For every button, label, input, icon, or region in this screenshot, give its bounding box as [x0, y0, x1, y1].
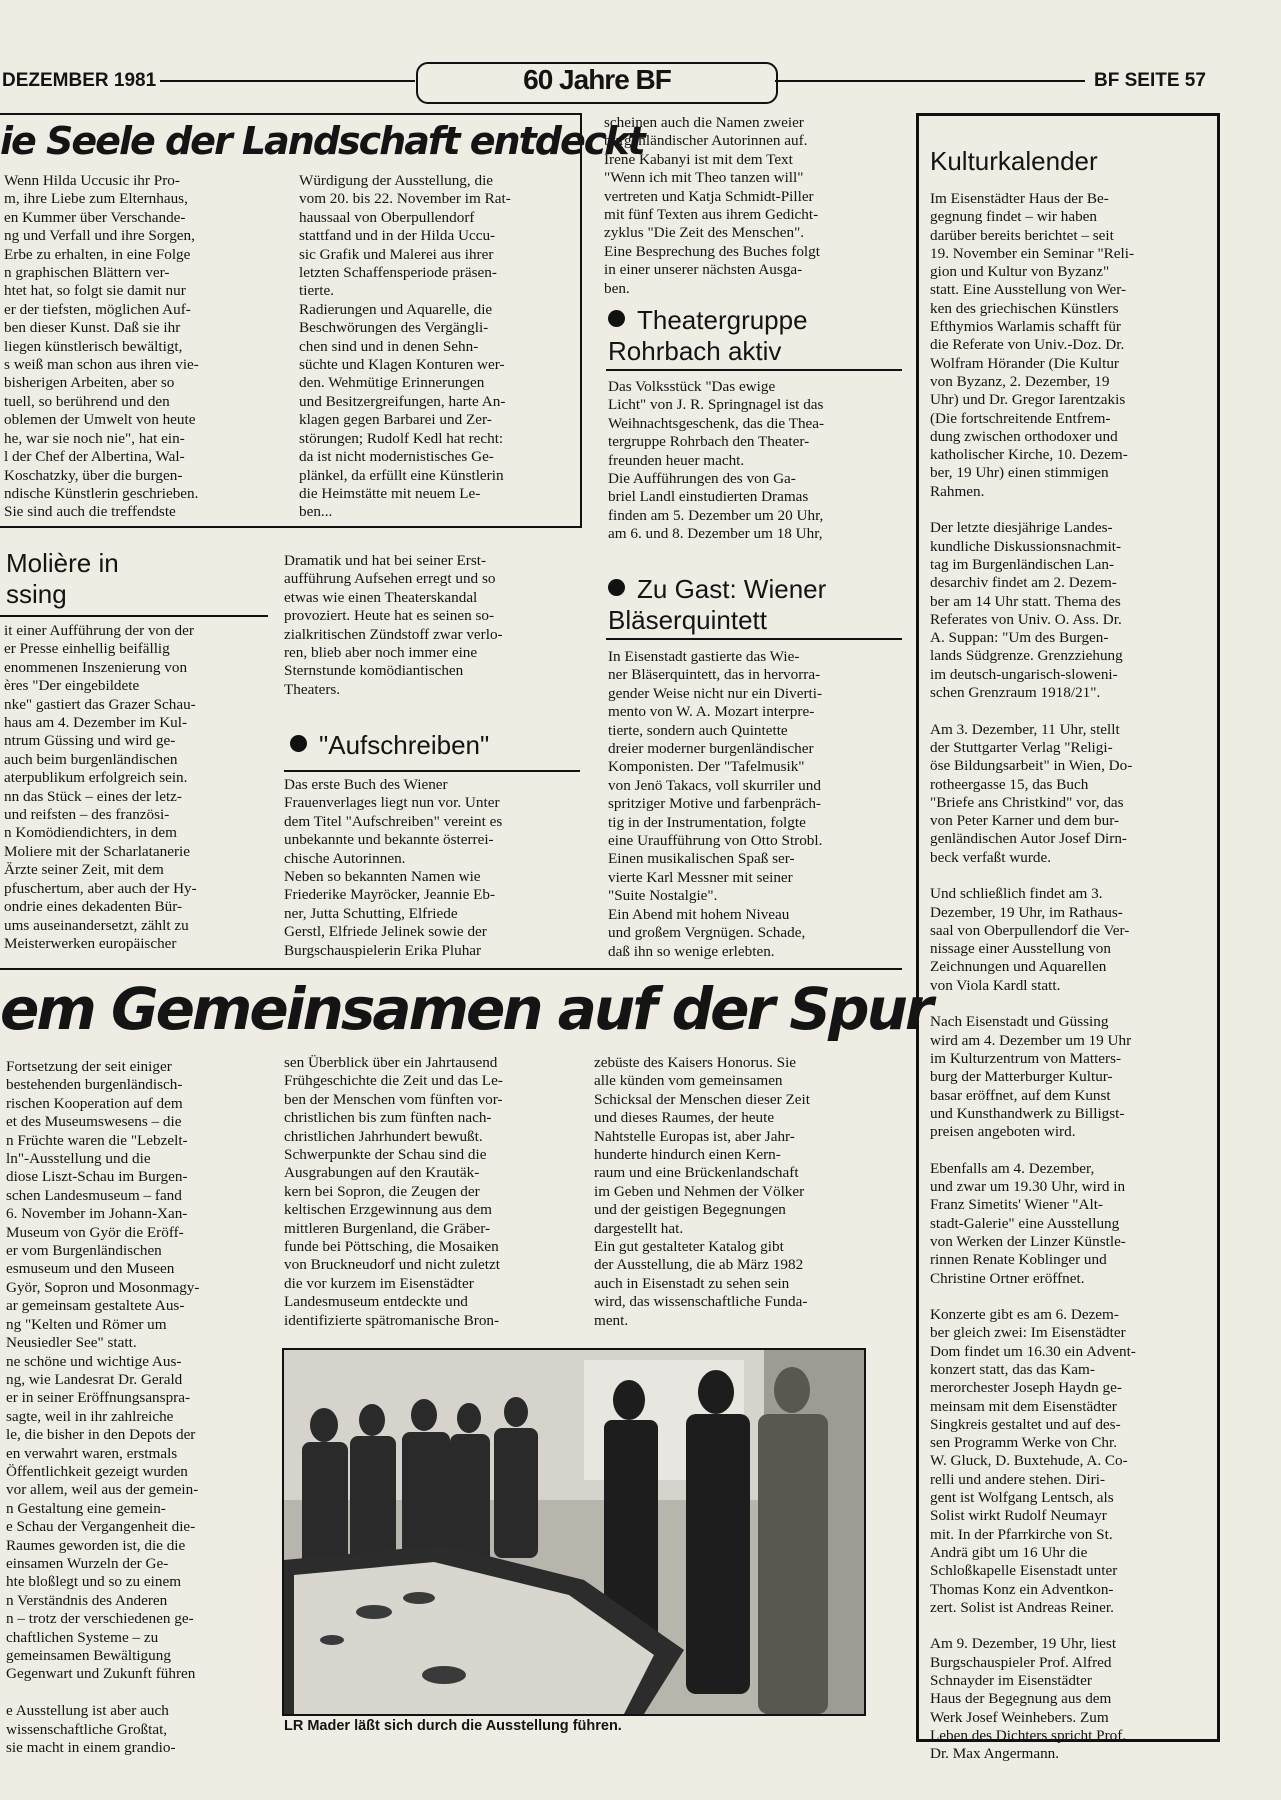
photo-caption: LR Mader läßt sich durch die Ausstellung führen. [284, 1718, 622, 1734]
theater-body: Das Volksstück "Das ewige Licht" von J. R. Springnagel ist das Weihnachtsgeschenk, das die Thea- tergruppe Rohrbach den Theater- freunden heuer macht. Die Aufführungen des von Ga- briel Landl einstudierten Dramas finden am 5. Dezember um 20 Uhr, am 6. und 8. Dezember um 18 Uhr, [608, 378, 825, 543]
quintett-headline [608, 574, 908, 636]
bullet-icon [608, 579, 625, 596]
issue-date: DEZEMBER 1981 [2, 70, 157, 91]
aufschreiben-body: Das erste Buch des Wiener Frauenverlages liegt nun vor. Unter dem Titel "Aufschreiben" vereint es unbekannte und bekannte österrei- chische Autorinnen. Neben so bekannten Namen wie Friederike Mayröcker, Jeannie Eb- ner, Jutta Schutting, Elfriede Gerstl, Elfriede Jelinek sowie der Burgschauspielerin Erika Pluhar [284, 776, 503, 959]
moliere-headline: Molière in ssing [6, 548, 119, 609]
bullet-icon [608, 310, 625, 327]
photo-image [284, 1350, 864, 1714]
moliere-col1: it einer Aufführung der von der er Presse einhellig beifällig enommenen Inszenierung von ères "Der eingebildete nke" gastiert das Grazer Schau- haus am 4. Dezember im Kul- ntrum Güssing und wird ge- auch beim burgenländischen aterpublikum erfolgreich sein. nn das Stück – eines der letz- und reifsten – des französi- n Komödiendichters, in dem Moliere mit der Scharlatanerie Ärzte seiner Zeit, mit dem pfuschertum, aber auch der Hy- ondrie eines dekadenten Bür- ums auseinandersetzt, zählt zu Meisterwerken europäischer [4, 622, 197, 952]
gemeinsam-col2: sen Überblick über ein Jahrtausend Frühgeschichte die Zeit und das Le- ben der Menschen vom fünften vor- christlichen bis zum fünften nach- christlichen Jahrhundert bewußt. Schwerpunkte der Schau sind die Ausgrabungen auf den Krautäk- kern bei Sopron, die Zeugen der keltischen Erzgewinnung aus dem mittleren Burgenland, die Gräber- funde bei Pöttsching, die Mosaiken von Bruckneudorf und nicht zuletzt die vor kurzem im Eisenstädter Landesmuseum entdeckte und identifizierte spätromanische Bron- [284, 1054, 503, 1329]
theater-headline [608, 305, 908, 367]
aufschreiben-headline [290, 730, 580, 761]
article-seele-col2: Würdigung der Ausstellung, die vom 20. bis 22. November im Rat- haussaal von Oberpullendorf stattfand und in der Hilda Uccu- sic Grafik und Malerei aus ihrer letzten Schaffensperiode präsen- tierte. Radierungen und Aquarelle, die Beschwörungen des Vergängli- chen sind und in denen Sehn- süchte und Klagen Konturen wer- den. Wehmütige Erinnerungen und Besitzergreifungen, harte An- klagen gegen Barbarei und Zer- störungen; Rudolf Kedl hat recht: da ist nicht modernistisches Ge- plänkel, da erfüllt eine Künstlerin die Heimstätte mit neuem Le- ben... [299, 172, 511, 521]
gemeinsam-col1: Fortsetzung der seit einiger bestehenden burgenländisch- rischen Kooperation auf dem et des Museumswesens – die n Früchte waren die "Lebzelt- ln"-Ausstellung und die diose Liszt-Schau im Burgen- schen Landesmuseum – fand 6. November im Johann-Xan- Museum von Györ die Eröff- er vom Burgenländischen esmuseum und den Museen Györ, Sopron und Mosonmagy- ar gemeinsam gestaltete Aus- ng "Kelten und Römer um Neusiedler See" statt. ne schöne und wichtige Aus- ng, wie Landesrat Dr. Gerald er in seiner Eröffnungsanspra- sagte, weil in ihr zahlreiche le, die bisher in den Depots der en verwahrt waren, erstmals Öffentlichkeit gezeigt wurden vor allem, weil aus der gemein- n Gestaltung eine gemein- e Schau der Vergangenheit die- Raumes geworden ist, die die einsamen Wurzeln der Ge- hte bloßlegt und so zu einem n Verständnis des Anderen n – trotz der verschiedenen ge- chaftlichen Systeme – zu gemeinsamen Bewältigung Gegenwart und Zukunft führen e Ausstellung ist aber auch wissenschaftliche Großtat, sie macht in einem grandio- [6, 1058, 200, 1757]
exhibition-photo [282, 1348, 866, 1716]
gemeinsam-headline: em Gemeinsamen auf der Spur [0, 975, 931, 1043]
quintett-body: In Eisenstadt gastierte das Wie- ner Bläserquintett, das in hervorra- gender Weise nicht nur ein Diverti- mento von W. A. Mozart interpre- tierte, sondern auch Quintette dreier moderner burgenländischer Komponisten. Der "Tafelmusik" von Jenö Takacs, voll skurriler und spritziger Motive und farbenpräch- tig in der Instrumentation, folgte eine Uraufführung von Otto Strobl. Einen musikalischen Spaß ser- vierte Karl Messner mit seiner "Suite Nostalgie". Ein Abend mit hohem Niveau und großem Vergnügen. Schade, daß ihn so wenige erlebten. [608, 648, 823, 960]
page-number: BF SEITE 57 [1094, 70, 1206, 91]
kulturkalender-title: Kulturkalender [930, 146, 1098, 176]
theater-headline-text: Theatergruppe Rohrbach aktiv [608, 305, 808, 366]
quintett-headline-text: Zu Gast: Wiener Bläserquintett [608, 574, 827, 635]
anniversary-title: 60 Jahre BF [523, 64, 671, 95]
aufschreiben-headline-text: "Aufschreiben" [319, 730, 490, 760]
article-seele-col1: Wenn Hilda Uccusic ihr Pro- m, ihre Liebe zum Elternhaus, en Kummer über Verschande- ng und Verfall und ihre Sorgen, Erbe zu erhalten, in eine Folge n graphischen Blättern ver- htet hat, so folgt sie damit nur er der tiefsten, möglichen Auf- ben dieser Kunst. Daß sie ihr liegen künstlerisch bewältigt, s weiß man schon aus ihren vie- bisherigen Arbeiten, aber so tuell, so berührend und den oblemen der Umwelt von heute he, war sie noch nie", hat ein- l der Chef der Albertina, Wal- Koschatzky, über die burgen- ndische Künstlerin geschrieben. Sie sind auch die treffendste [4, 172, 199, 521]
article-seele-headline: ie Seele der Landschaft entdeckt [0, 119, 644, 163]
article-aufschreiben-cont: scheinen auch die Namen zweier burgenländischer Autorinnen auf. Irene Kabanyi ist mit dem Text "Wenn ich mit Theo tanzen will" vertreten und Katja Schmidt-Piller mit fünf Texten aus ihrem Gedicht- zyklus "Die Zeit des Menschen". Eine Besprechung des Buches folgt in einer unserer nächsten Ausga- ben. [604, 114, 820, 297]
kulturkalender-body: Im Eisenstädter Haus der Be- gegnung findet – wir haben darüber bereits berichtet – seit 19. November ein Seminar "Reli- gion und Kultur von Byzanz" statt. Eine Ausstellung von Wer- ken des griechischen Künstlers Efthymios Warlamis schafft für die Referate von Univ.-Doz. Dr. Wolfram Hörander (Die Kultur von Byzanz, 2. Dezember, 19 Uhr) und Dr. Gregor Iarentzakis (Die fortschreitende Entfrem- dung zwischen orthodoxer und katholischer Kirche, 10. Dezem- ber, 19 Uhr) einen stimmigen Rahmen. Der letzte diesjährige Landes- kundliche Diskussionsnachmit- tag im Burgenländischen Lan- desarchiv findet am 2. Dezem- ber am 14 Uhr statt. Thema des Referates von Univ. O. Ass. Dr. A. Suppan: "Um des Burgen- lands Südgrenze. Grenzziehung im deutsch-ungarisch-sloweni- schen Grenzraum 1918/21". Am 3. Dezember, 11 Uhr, stellt der Stuttgarter Verlag "Religi- öse Bildungsarbeit" in Wien, Do- rotheergasse 15, das Buch "Briefe ans Christkind" vor, das von Peter Karner und dem bur- genländischen Autor Josef Dirn- beck verfaßt wurde. Und schließlich findet am 3. Dezember, 19 Uhr, im Rathaus- saal von Oberpullendorf die Ver- nissage einer Ausstellung von Zeichnungen und Aquarellen von Viola Kardl statt. Nach Eisenstadt und Güssing wird am 4. Dezember um 19 Uhr im Kulturzentrum von Matters- burg der Matterburger Kultur- basar eröffnet, auf dem Kunst und Kunsthandwerk zu Billigst- preisen angeboten wird. Ebenfalls am 4. Dezember, und zwar um 19.30 Uhr, wird in Franz Simetits' Wiener "Alt- stadt-Galerie" eine Ausstellung von Werken der Linzer Künstle- rinnen Renate Koblinger und Christine Ortner eröffnet. Konzerte gibt es am 6. Dezem- ber gleich zwei: Im Eisenstädter Dom findet um 16.30 ein Advent- konzert statt, das das Kam- merorchester Joseph Haydn ge- meinsam mit dem Eisenstädter Singkreis gestaltet und auf des- sen Programm Werke von Chr. W. Gluck, D. Buxtehude, A. Co- relli und andere stehen. Diri- gent ist Wolfgang Lentsch, als Solist wirkt Rudolf Neumayr mit. In der Pfarrkirche von St. Andrä gibt um 16 Uhr die Schloßkapelle Eisenstadt unter Thomas Konz ein Adventkon- zert. Solist ist Andreas Reiner. Am 9. Dezember, 19 Uhr, liest Burgschauspieler Prof. Alfred Schnayder im Eisenstädter Haus der Begegnung aus dem Werk Josef Weinhebers. Zum Leben des Dichters spricht Prof. Dr. Max Angermann. [930, 190, 1136, 1763]
gemeinsam-col3: zebüste des Kaisers Honorus. Sie alle künden vom gemeinsamen Schicksal der Menschen dieser Zeit und dieses Raumes, der heute Nahtstelle Europas ist, aber Jahr- hunderte hindurch einen Kern- raum und eine Brückenlandschaft im Geben und Nehmen der Völker und der geistigen Begegnungen dargestellt hat. Ein gut gestalteter Katalog gibt der Ausstellung, die ab März 1982 auch in Eisenstadt zu sehen sein wird, das wissenschaftliche Funda- ment. [594, 1054, 810, 1329]
moliere-col2: Dramatik und hat bei seiner Erst- aufführung Aufsehen erregt und so etwas wie einen Theaterskandal provoziert. Heute hat es seinen so- zialkritischen Zündstoff zwar verlo- ren, blieb aber noch immer eine Sternstunde komödiantischen Theaters. [284, 552, 503, 698]
bullet-icon [290, 735, 307, 752]
